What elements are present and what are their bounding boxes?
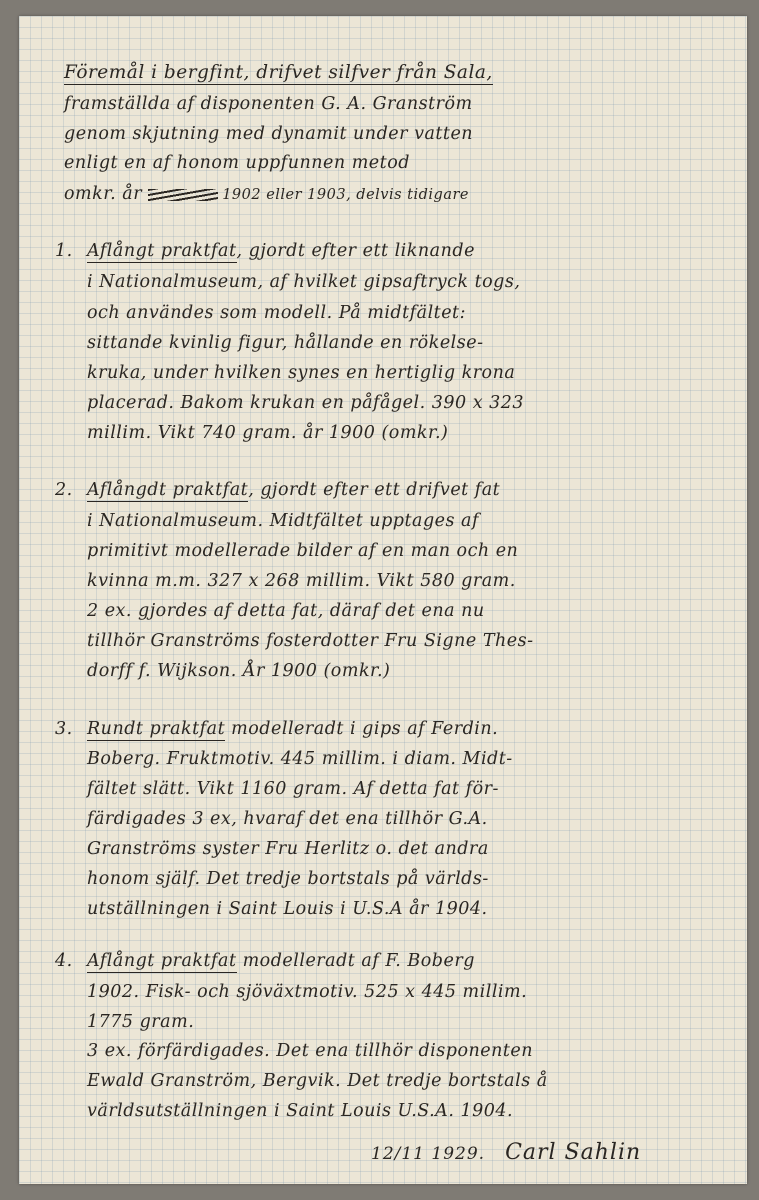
item-1-line-1: 1. Aflångt praktfat, gjordt efter ett liknande [55,241,475,261]
signature-block [371,1140,641,1165]
item-4-title: Aflångt praktfat [87,951,237,971]
item-2-line-6: tillhör Granströms fosterdotter Fru Signe Thes- [87,631,534,651]
heading-line-3: genom skjutning med dynamit under vatten [64,124,474,144]
signature-name: Carl Sahlin [505,1140,642,1165]
item-1-line-7: millim. Vikt 740 gram. år 1900 (omkr.) [87,423,449,443]
item-1-line-4: sittande kvinlig figur, hållande en rökelse- [87,333,484,353]
item-2-line-7: dorff f. Wijkson. År 1900 (omkr.) [87,661,391,681]
item-3-line-5: Granströms syster Fru Herlitz o. det andra [87,839,489,859]
item-1-line-2: i Nationalmuseum, af hvilket gipsaftryck togs, [87,272,521,292]
item-3-title: Rundt praktfat [87,719,226,739]
item-1-line-5: kruka, under hvilken synes en hertiglig krona [87,363,516,383]
item-2-line-3: primitivt modellerade bilder af en man och en [87,541,519,561]
item-4-line-1: 4. Aflångt praktfat modelleradt af F. Boberg [55,951,475,971]
item-2-line-5: 2 ex. gjordes af detta fat, däraf det ena nu [87,601,485,621]
item-1-title: Aflångt praktfat [87,241,237,261]
item-3-line-4: färdigades 3 ex, hvaraf det ena tillhör G.A. [87,809,488,829]
item-2-line-4: kvinna m.m. 327 x 268 millim. Vikt 580 gram. [87,571,516,591]
item-4-line-6: världsutställningen i Saint Louis U.S.A. 1904. [87,1101,514,1121]
heading-line-4: enligt en af honom uppfunnen metod [64,153,410,173]
item-2-line-2: i Nationalmuseum. Midtfältet upptages af [87,511,479,531]
item-4-line-4: 3 ex. förfärdigades. Det ena tillhör disponenten [87,1041,534,1061]
heading-line-5: omkr. år 1902 eller 1903, delvis tidigare [64,184,469,204]
item-1-line-6: placerad. Bakom krukan en påfågel. 390 x 323 [87,393,525,413]
item-3-line-7: utställningen i Saint Louis i U.S.A år 1904. [87,899,488,919]
item-3-line-6: honom själf. Det tredje bortstals på världs- [87,869,489,889]
item-4-line-3: 1775 gram. [87,1012,195,1032]
item-2-title: Aflångdt praktfat [87,480,249,500]
item-3-line-3: fältet slätt. Vikt 1160 gram. Af detta fat för- [87,779,499,799]
item-2-line-1: 2. Aflångdt praktfat, gjordt efter ett drifvet fat [55,480,501,500]
heading-line-2: framställda af disponenten G. A. Granström [64,94,473,114]
item-4-line-5: Ewald Granström, Bergvik. Det tredje bortstals å [87,1071,548,1091]
struck-out-text [148,189,218,201]
item-3-line-1: 3. Rundt praktfat modelleradt i gips af Ferdin. [55,719,499,739]
item-1-line-3: och användes som modell. På midtfältet: [87,303,466,323]
signature-date: 12/11 1929. [371,1144,486,1164]
heading-line-1: Föremål i bergfint, drifvet silfver från Sala, [64,62,493,83]
item-4-line-2: 1902. Fisk- och sjöväxtmotiv. 525 x 445 millim. [87,982,528,1002]
paper-sheet [19,16,747,1184]
item-3-line-2: Boberg. Fruktmotiv. 445 millim. i diam. Midt- [87,749,513,769]
